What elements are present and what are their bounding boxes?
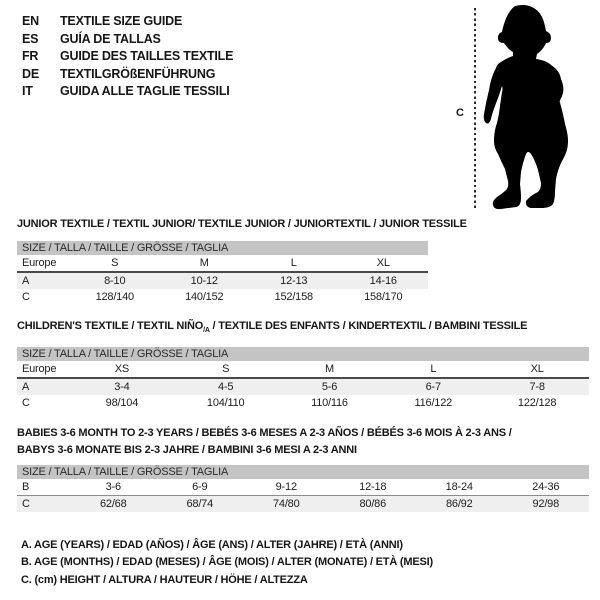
table-cell: 62/68	[99, 498, 127, 510]
table-cell: 74/80	[272, 498, 300, 510]
table-cell: 12-18	[359, 481, 387, 493]
size-header-bar: SIZE / TALLA / TAILLE / GRÖSSE / TAGLIA	[17, 465, 589, 479]
table-cell: 158/170	[364, 291, 403, 303]
junior-size-table	[17, 241, 428, 305]
table-cell: 7-8	[529, 381, 545, 393]
table-cell: 5-6	[321, 381, 338, 393]
footnote-b: B. AGE (MONTHS) / EDAD (MESES) / ÂGE (MOIS) / ALTER (MONATE) / ETÀ (MESI)	[21, 556, 433, 569]
children-size-table	[17, 347, 589, 411]
table-row	[17, 255, 428, 273]
table-cell: L	[430, 363, 437, 375]
row-label: C	[22, 291, 30, 303]
table-cell: 8-10	[104, 275, 126, 287]
row-label: A	[22, 381, 30, 393]
children-title-sub: /A	[203, 327, 210, 335]
height-measure-dotted-line	[474, 8, 476, 208]
language-row	[22, 13, 233, 31]
table-row	[17, 496, 589, 512]
table-cell: XS	[114, 363, 130, 375]
row-label: C	[22, 498, 30, 510]
table-cell: 6-7	[425, 381, 441, 393]
table-cell: 104/110	[206, 397, 245, 409]
language-code: ES	[22, 31, 39, 46]
language-title: GUIDE DES TAILLES TEXTILE	[60, 49, 234, 63]
language-row	[22, 31, 233, 49]
babies-size-table	[17, 465, 589, 512]
row-label: Europe	[22, 257, 57, 269]
table-cell: 128/140	[95, 291, 134, 303]
language-title: GUIDA ALLE TAGLIE TESSILI	[60, 84, 230, 98]
table-cell: S	[111, 257, 119, 269]
row-label: Europe	[22, 363, 57, 375]
table-cell: M	[199, 257, 209, 269]
table-cell: 80/86	[359, 498, 387, 510]
table-row	[17, 379, 589, 395]
language-code: IT	[22, 84, 33, 98]
table-cell: M	[325, 363, 334, 375]
baby-silhouette	[481, 2, 578, 212]
footnotes	[21, 537, 433, 589]
language-title: GUÍA DE TALLAS	[60, 31, 161, 46]
language-title: TEXTILE SIZE GUIDE	[60, 14, 183, 28]
table-row	[17, 479, 589, 496]
table-cell: 122/128	[517, 397, 557, 409]
table-cell: 86/92	[445, 498, 473, 510]
size-header-bar: SIZE / TALLA / TAILLE / GRÖSSE / TAGLIA	[17, 347, 589, 361]
language-title: TEXTILGRÖßENFÜHRUNG	[60, 66, 216, 81]
table-cell: L	[290, 257, 297, 269]
table-cell: 152/158	[274, 291, 313, 303]
table-cell: 98/104	[105, 397, 139, 409]
table-cell: 3-6	[105, 481, 121, 493]
language-row	[22, 48, 233, 66]
table-cell: XL	[530, 363, 544, 375]
table-cell: 12-13	[280, 275, 308, 287]
table-cell: 110/116	[311, 397, 348, 409]
table-row	[17, 395, 589, 411]
table-row	[17, 273, 428, 289]
footnote-a: A. AGE (YEARS) / EDAD (AÑOS) / ÂGE (ANS) / ALTER (JAHRE) / ETÀ (ANNI)	[21, 539, 403, 551]
table-row	[17, 289, 428, 305]
language-header	[22, 13, 233, 101]
table-cell: 4-5	[218, 381, 234, 393]
row-label: B	[22, 481, 30, 493]
table-cell: 14-16	[369, 275, 397, 287]
children-section-title	[17, 318, 527, 339]
table-row	[17, 361, 589, 379]
table-cell: 10-12	[190, 275, 218, 287]
table-cell: S	[222, 363, 230, 375]
table-cell: 3-4	[114, 381, 130, 393]
table-cell: XL	[376, 257, 390, 269]
babies-title-line1: BABIES 3-6 MONTH TO 2-3 YEARS / BEBÉS 3-6 MESES A 2-3 AÑOS / BÉBÉS 3-6 MOIS À 2-3 ANS /	[17, 427, 512, 439]
junior-section-title: JUNIOR TEXTILE / TEXTIL JUNIOR/ TEXTILE JUNIOR / JUNIORTEXTIL / JUNIOR TESSILE	[17, 218, 467, 230]
babies-section-title	[17, 425, 512, 459]
table-cell: 6-9	[192, 481, 208, 493]
language-row	[22, 83, 233, 101]
table-cell: 18-24	[445, 481, 473, 493]
table-cell: 140/152	[185, 291, 224, 303]
size-header-bar: SIZE / TALLA / TAILLE / GRÖSSE / TAGLIA	[17, 241, 428, 255]
language-row	[22, 66, 233, 84]
children-title-pre: CHILDREN'S TEXTILE / TEXTIL NIÑO	[17, 320, 204, 332]
table-cell: 92/98	[532, 498, 560, 510]
row-label: C	[22, 397, 30, 409]
language-code: DE	[22, 66, 39, 81]
language-code: FR	[22, 49, 39, 63]
row-label: A	[22, 275, 30, 287]
table-cell: 24-36	[532, 481, 560, 493]
babies-title-line2: BABYS 3-6 MONATE BIS 2-3 JAHRE / BAMBINI 3-6 MESI A 2-3 ANNI	[17, 444, 357, 456]
table-cell: 68/74	[186, 498, 214, 510]
figure-height-label: C	[456, 107, 464, 119]
language-code: EN	[22, 14, 39, 28]
table-cell: 9-12	[275, 481, 297, 493]
table-cell: 116/122	[414, 397, 453, 409]
footnote-c: C. (cm) HEIGHT / ALTURA / HAUTEUR / HÖHE / ALTEZZA	[21, 573, 308, 586]
children-title-post: / TEXTILE DES ENFANTS / KINDERTEXTIL / BAMBINI TESSILE	[209, 320, 528, 332]
